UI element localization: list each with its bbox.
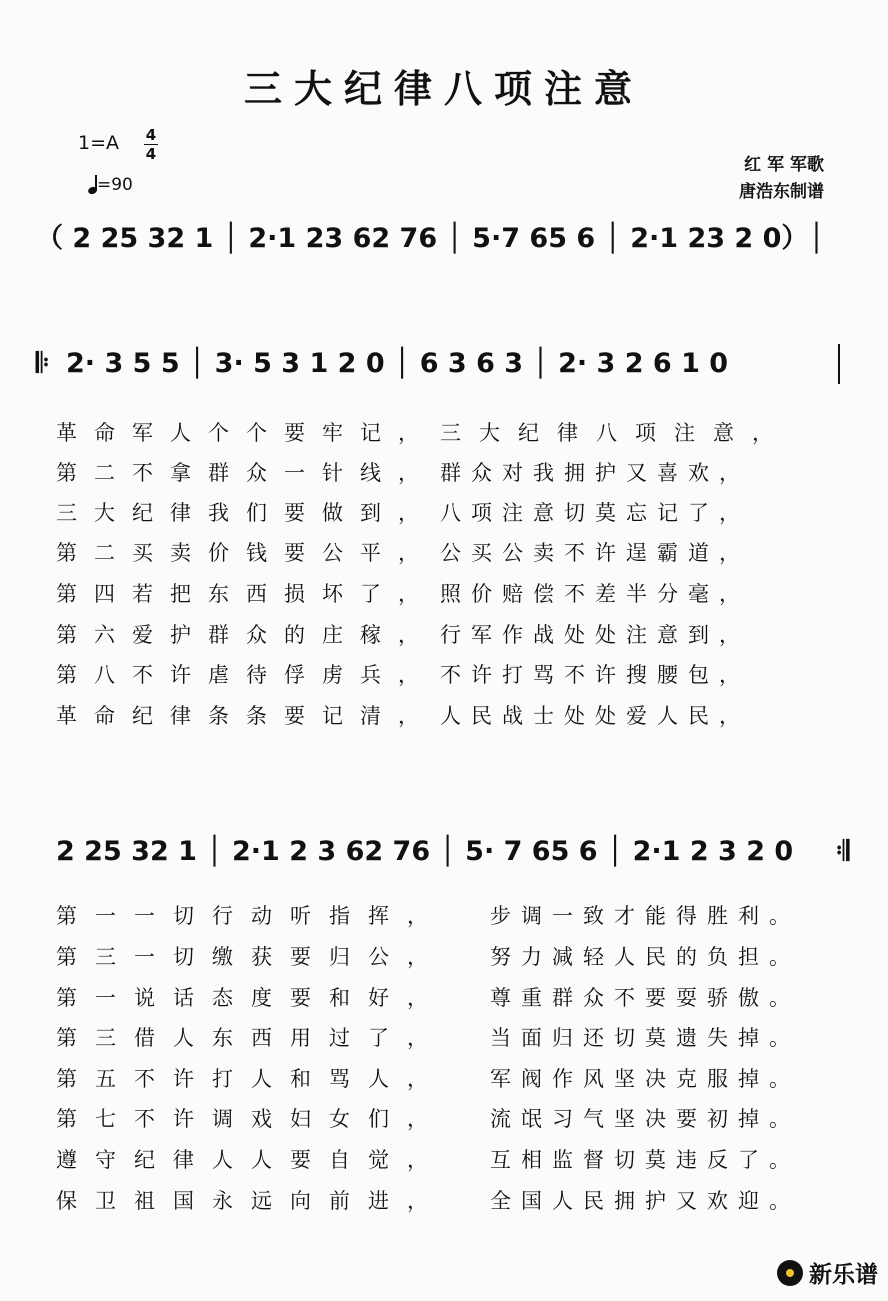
verse-b-6-part-1: 第七不许调戏妇女们， [56,1107,446,1131]
site-logo [777,1256,878,1289]
verse-a-4-part-2: 公买公卖不许逞霸道， [440,541,750,565]
repeat-start-sign: 𝄆 [36,348,50,379]
verse-a-3-part-1: 三大纪律我们要做到， [56,501,436,525]
verse-b-3-part-2: 尊重群众不要耍骄傲。 [490,986,800,1010]
verse-a-6-part-1: 第六爱护群众的庄稼， [56,623,436,647]
verse-b-4-part-2: 当面归还切莫遗失掉。 [490,1026,800,1050]
line-1-end-barline [838,344,840,384]
verse-b-2-part-1: 第三一切缴获要归公， [56,945,446,969]
quarter-note-icon [88,174,97,194]
verse-a-8-part-2: 人民战士处处爱人民， [440,704,750,728]
verse-a-4-part-1: 第二买卖价钱要公平， [56,541,436,565]
repeat-end-sign: 𝄇 [836,836,850,867]
time-signature [144,127,158,162]
verse-b-7-part-1: 遵守纪律人人要自觉， [56,1148,446,1172]
verse-a-5-part-2: 照价赔偿不差半分毫， [440,582,750,606]
verse-a-3-part-2: 八项注意切莫忘记了， [440,501,750,525]
credit-source: 红 军 军歌 [744,155,824,175]
time-signature-bottom: 4 [145,145,157,163]
verse-b-1-part-1: 第一一切行动听指挥， [56,904,446,928]
intro-notation: （ 2 25 32 1 │ 2·1 23 62 76 │ 5·7 65 6 │ 2·1 23 2 0）│ [36,223,825,254]
verse-b-8-part-1: 保卫祖国永远向前进， [56,1189,446,1213]
time-signature-top: 4 [145,126,157,144]
verse-a-6-part-2: 行军作战处处注意到， [440,623,750,647]
verse-a-7-part-2: 不许打骂不许搜腰包， [440,663,750,687]
verse-b-1-part-2: 步调一致才能得胜利。 [490,904,800,928]
verse-a-1-part-2: 三大纪律八项注意， [440,421,791,445]
site-logo-text: 新乐谱 [809,1262,878,1288]
credit-arranger: 唐浩东制谱 [739,182,824,202]
verse-a-8-part-1: 革命纪律条条要记清， [56,704,436,728]
verse-a-2-part-2: 群众对我拥护又喜欢， [440,461,750,485]
verse-b-6-part-2: 流氓习气坚决要初掉。 [490,1107,800,1131]
verse-b-8-part-2: 全国人民拥护又欢迎。 [490,1189,800,1213]
record-disc-icon [777,1260,803,1286]
tempo-marking [88,174,133,195]
melody-line-2-notation: 2 25 32 1 │ 2·1 2 3 62 76 │ 5· 7 65 6 │ 2·1 2 3 2 0 [56,836,794,867]
song-title: 三大纪律八项注意 [243,67,644,111]
verse-a-1-part-1: 革命军人个个要牢记， [56,421,436,445]
verse-a-2-part-1: 第二不拿群众一针线， [56,461,436,485]
verse-b-5-part-2: 军阀作风坚决克服掉。 [490,1067,800,1091]
verse-b-4-part-1: 第三借人东西用过了， [56,1026,446,1050]
verse-b-7-part-2: 互相监督切莫违反了。 [490,1148,800,1172]
verse-b-5-part-1: 第五不许打人和骂人， [56,1067,446,1091]
verse-b-3-part-1: 第一说话态度要和好， [56,986,446,1010]
verse-a-7-part-1: 第八不许虐待俘虏兵， [56,663,436,687]
melody-line-1-notation: 2· 3 5 5 │ 3· 5 3 1 2 0 │ 6 3 6 3 │ 2· 3 2 6 1 0 [66,348,729,379]
verse-a-5-part-1: 第四若把东西损坏了， [56,582,436,606]
key-signature: 1=A [78,132,120,154]
verse-b-2-part-2: 努力减轻人民的负担。 [490,945,800,969]
tempo-value: =90 [97,175,133,195]
